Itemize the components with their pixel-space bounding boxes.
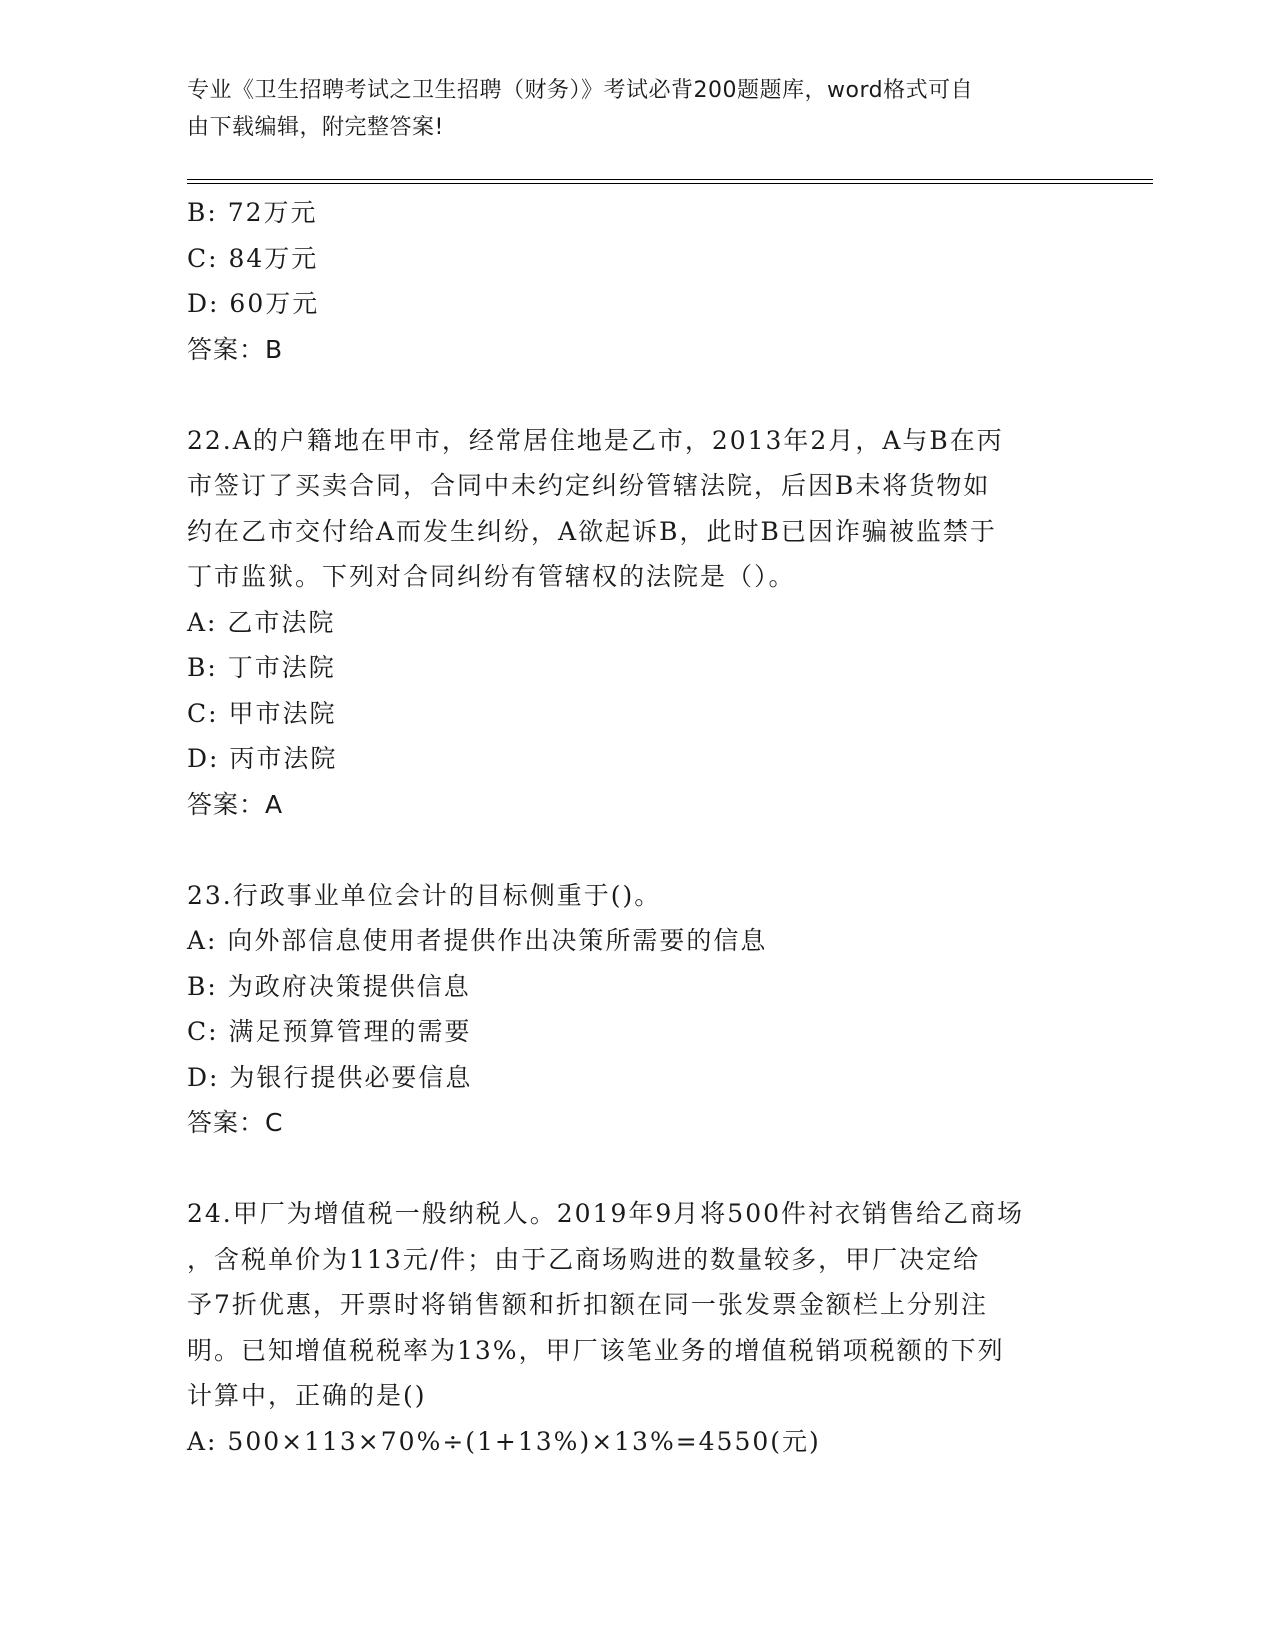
question-stem-line: 予7折优惠，开票时将销售额和折扣额在同一张发票金额栏上分别注 xyxy=(187,1290,988,1319)
option-b: B: 为政府决策提供信息 xyxy=(187,971,471,1001)
option-a: A: 向外部信息使用者提供作出决策所需要的信息 xyxy=(187,926,768,955)
document-header xyxy=(187,72,1077,146)
answer-line: 答案：B xyxy=(187,334,284,364)
answer-line: 答案：A xyxy=(187,789,284,819)
option-d: D: 丙市法院 xyxy=(187,744,338,773)
option-c: C: 满足预算管理的需要 xyxy=(187,1017,472,1046)
question-stem-line: 24.甲厂为增值税一般纳税人。2019年9月将500件衬衣销售给乙商场 xyxy=(187,1199,1025,1228)
question-stem-line: 23.行政事业单位会计的目标侧重于()。 xyxy=(187,880,662,910)
question-stem-line: 明。已知增值税税率为13%，甲厂该笔业务的增值税销项税额的下列 xyxy=(187,1335,1005,1365)
question-24 xyxy=(187,1191,1087,1464)
header-line-2: 由下载编辑，附完整答案! xyxy=(187,115,444,140)
header-divider-top xyxy=(187,179,1153,180)
question-stem-line: 计算中，正确的是() xyxy=(187,1381,427,1410)
question-stem-line: 市签订了买卖合同，合同中未约定纠纷管辖法院，后因B未将货物如 xyxy=(187,471,991,500)
spacer xyxy=(187,1146,1087,1192)
option-a: A: 500×113×70%÷(1+13%)×13%=4550(元) xyxy=(187,1426,821,1456)
question-stem-line: 约在乙市交付给A而发生纠纷，A欲起诉B，此时B已因诈骗被监禁于 xyxy=(187,516,997,546)
option-d: D: 60万元 xyxy=(187,289,320,318)
header-divider-bottom xyxy=(187,183,1153,184)
spacer xyxy=(187,827,1087,873)
question-stem-line: 丁市监狱。下列对合同纠纷有管辖权的法院是（）。 xyxy=(187,562,796,591)
answer-line: 答案：C xyxy=(187,1108,284,1137)
option-b: B: 丁市法院 xyxy=(187,653,336,682)
question-stem-line: 22.A的户籍地在甲市，经常居住地是乙市，2013年2月，A与B在丙 xyxy=(187,425,1004,455)
option-b: B: 72万元 xyxy=(187,198,318,227)
option-d: D: 为银行提供必要信息 xyxy=(187,1062,473,1092)
option-a: A: 乙市法院 xyxy=(187,607,336,637)
option-c: C: 84万元 xyxy=(187,243,319,273)
option-c: C: 甲市法院 xyxy=(187,698,337,728)
question-21-tail xyxy=(187,190,1087,372)
question-stem-line: ，含税单价为113元/件；由于乙商场购进的数量较多，甲厂决定给 xyxy=(187,1244,981,1274)
header-line-1: 专业《卫生招聘考试之卫生招聘（财务）》考试必背200题题库，word格式可自 xyxy=(187,78,974,103)
question-23 xyxy=(187,873,1087,1146)
spacer xyxy=(187,372,1087,418)
question-22 xyxy=(187,418,1087,828)
document-body xyxy=(187,190,1087,1464)
